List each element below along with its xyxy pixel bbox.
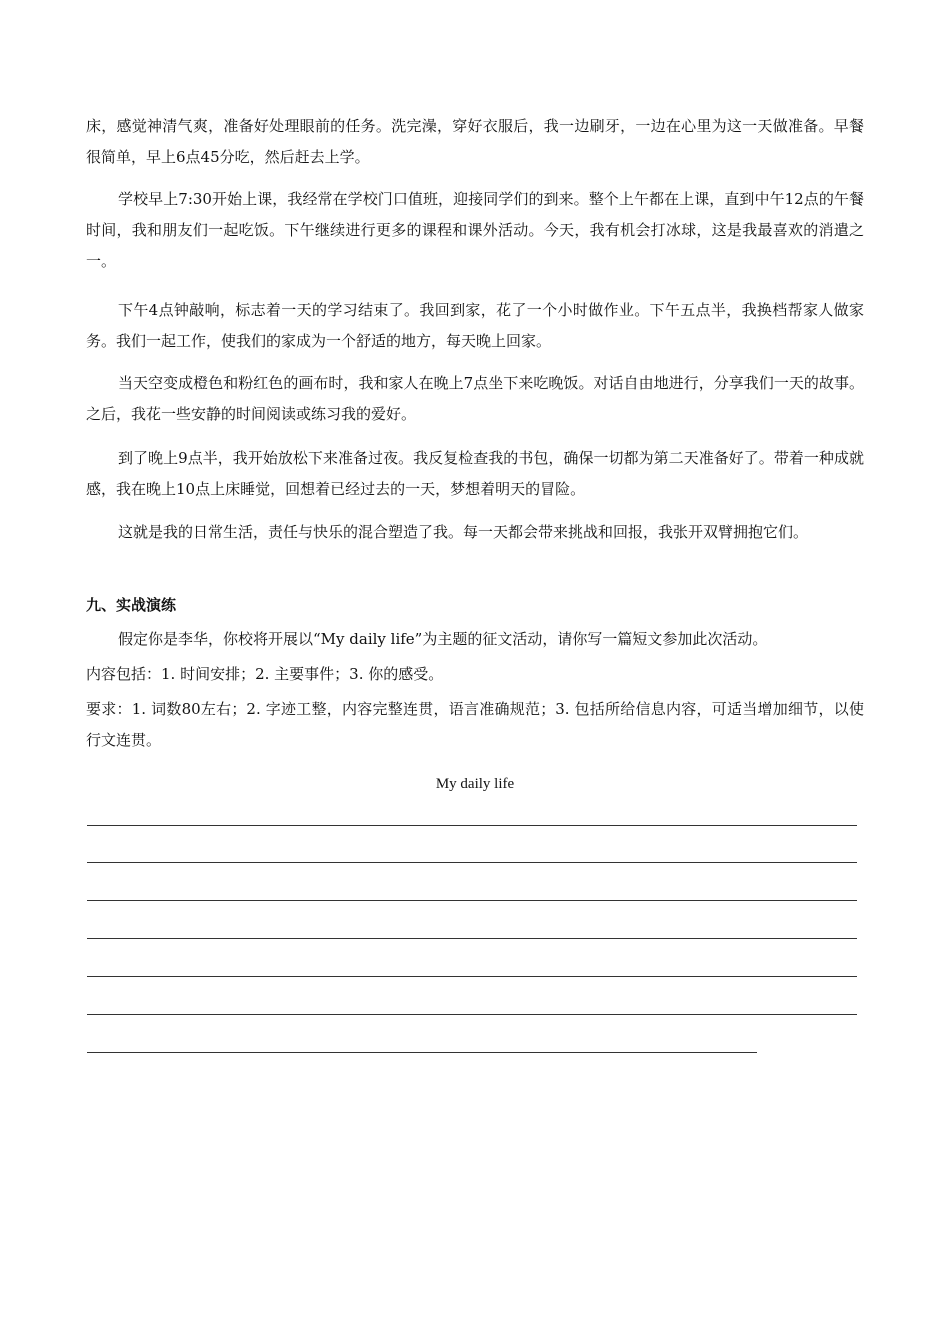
paragraph-school: 学校早上7:30开始上课，我经常在学校门口值班，迎接同学们的到来。整个上午都在上课，直到中午12点的午餐时间，我和朋友们一起吃饭。下午继续进行更多的课程和课外活动。今天，我有机会打冰球，这是我最喜欢的消遣之一。 (86, 190, 864, 270)
writing-requirements: 要求：1. 词数80左右；2. 字迹工整，内容完整连贯，语言准确规范；3. 包括所给信息内容，可适当增加细节，以使行文连贯。 (86, 700, 864, 749)
paragraph-conclusion: 这就是我的日常生活，责任与快乐的混合塑造了我。每一天都会带来挑战和回报，我张开双臂拥抱它们。 (118, 523, 809, 541)
section-heading: 九、实战演练 (86, 596, 177, 614)
paragraph-evening: 当天空变成橙色和粉红色的画布时，我和家人在晚上7点坐下来吃晚饭。对话自由地进行，分享我们一天的故事。之后，我花一些安静的时间阅读或练习我的爱好。 (86, 374, 864, 423)
answer-line[interactable] (87, 1052, 757, 1053)
paragraph-afternoon: 下午4点钟敲响，标志着一天的学习结束了。我回到家，花了一个小时做作业。下午五点半，我换档帮家人做家务。我们一起工作，使我们的家成为一个舒适的地方，每天晚上回家。 (86, 301, 864, 350)
essay-title: My daily life (435, 776, 515, 792)
answer-line[interactable] (87, 825, 857, 826)
answer-line[interactable] (87, 938, 857, 939)
answer-line[interactable] (87, 1014, 857, 1015)
writing-prompt: 假定你是李华，你校将开展以“My daily life”为主题的征文活动，请你写一篇短文参加此次活动。 (118, 630, 768, 648)
answer-line[interactable] (87, 900, 857, 901)
answer-line[interactable] (87, 862, 857, 863)
paragraph-morning: 床，感觉神清气爽，准备好处理眼前的任务。洗完澡，穿好衣服后，我一边刷牙，一边在心里为这一天做准备。早餐很简单，早上6点45分吃，然后赶去上学。 (86, 117, 864, 166)
answer-line[interactable] (87, 976, 857, 977)
paragraph-night: 到了晚上9点半，我开始放松下来准备过夜。我反复检查我的书包，确保一切都为第二天准备好了。带着一种成就感，我在晚上10点上床睡觉，回想着已经过去的一天，梦想着明天的冒险。 (86, 449, 864, 498)
content-requirements: 内容包括：1. 时间安排；2. 主要事件；3. 你的感受。 (86, 665, 444, 683)
